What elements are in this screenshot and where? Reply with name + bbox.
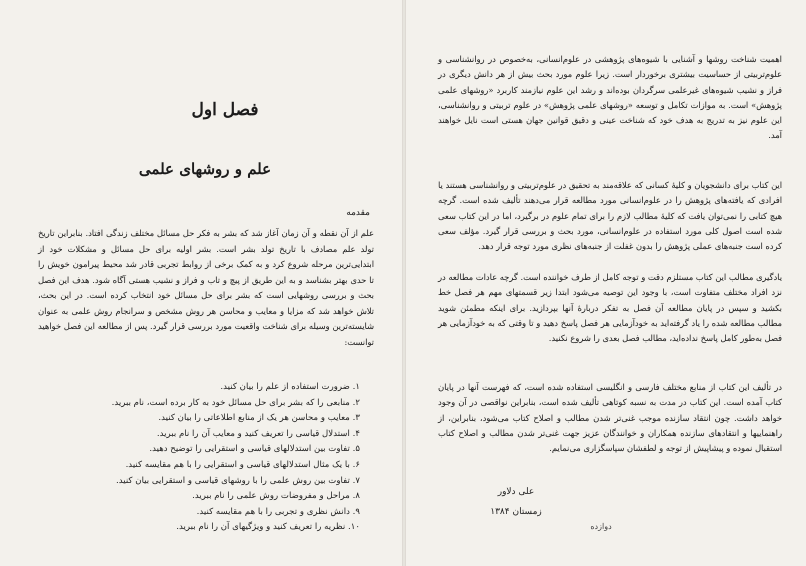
- left-page: [0, 0, 402, 566]
- objective-item: ۵. تفاوت بین استدلالهای قیاسی و استقرایی را توضیح دهید.: [149, 444, 360, 455]
- chapter-title: فصل اول: [191, 100, 259, 120]
- objective-item: ۳. معایب و محاسن هر یک از منابع اطلاعاتی را بیان کنید.: [158, 413, 360, 424]
- preface-paragraph: در تألیف این کتاب از منابع مختلف فارسی و انگلیسی استفاده شده است، که فهرست آنها در پایان کتاب آمده است. این کتاب در مدت به نسبه کوتاهی تألیف شده است، بنابراین نواقصی در آن وجود خواهد داشت. چون انتقاد سازنده موجب غنی‌تر شدن مطالب و اصلاح کتاب می‌شود، بنابراین، از راهنماییها و انتقادهای سازنده همکاران و خوانندگان عزیز جهت غنی‌تر شدن مطالب و اصلاح کتاب استقبال نموده و پیشاپیش از توجه و لطفشان سپاسگزاری می‌نمایم.: [438, 382, 782, 454]
- right-page: [406, 0, 806, 566]
- preface-paragraph: این کتاب برای دانشجویان و کلیهٔ کسانی که علاقه‌مند به تحقیق در علوم‌تربیتی و روانشناسی هستند یا افرادی که یافته‌های پژوهش را در علوم‌انسانی مورد مطالعه قرار می‌دهند تألیف شده است. گرچه هیچ کتابی را نمی‌توان یافت که کلیهٔ مطالب لازم را برای تمام علوم در برگیرد، اما در این کتاب سعی شده است اصول کلی مورد استفاده در علوم‌انسانی، مورد بحث و بررسی قرار گیرد. مؤلف سعی کرده است جنبه‌های عملی پژوهش را بدون غفلت از جنبه‌های نظری مورد توجه قرار دهد.: [438, 180, 782, 252]
- objective-item: ۲. منابعی را که بشر برای حل مسائل خود به کار برده است، نام ببرید.: [111, 397, 360, 408]
- objective-item: ۸. مراحل و مفروضات روش علمی را نام ببرید.: [192, 491, 360, 502]
- objective-item: ۱۰. نظریه را تعریف کنید و ویژگیهای آن را نام ببرید.: [176, 522, 360, 533]
- objective-item: ۶. با یک مثال استدلالهای قیاسی و استقرایی را با هم مقایسه کنید.: [125, 459, 360, 470]
- objective-item: ۱. ضرورت استفاده از علم را بیان کنید.: [220, 382, 360, 392]
- page-number: دوازده: [590, 522, 612, 531]
- preface-paragraph: یادگیری مطالب این کتاب مستلزم دقت و توجه کامل از طرف خواننده است. گرچه عادات مطالعه در نزد افراد مختلف متفاوت است، با وجود این توصیه می‌شود ابتدا زیر قسمتهای مهم هر فصل خط بکشید و سپس در پایان مطالعه آن فصل به تفکر دربارهٔ آنها بپردازید. برای اینکه مطمئن شوید مطالب مطالعه شده را یاد گرفته‌اید به خودآزمایی هر فصل پاسخ دهید و تا وقتی که به خودآزمایی هر فصل به‌طور کامل پاسخ نداده‌اید، مطالب فصل بعدی را شروع نکنید.: [438, 272, 782, 344]
- objectives-list: [60, 380, 360, 536]
- chapter-subtitle: علم و روشهای علمی: [138, 160, 272, 178]
- section-heading: مقدمه: [346, 208, 370, 218]
- objective-item: ۷. تفاوت بین روش علمی را با روشهای قیاسی و استقرایی بیان کنید.: [116, 475, 360, 486]
- objective-item: ۴. استدلال قیاسی را تعریف کنید و معایب آن را نام ببرید.: [156, 428, 360, 439]
- signature-date: زمستان ۱۳۸۴: [490, 507, 542, 517]
- author-name: علی دلاور: [497, 487, 535, 497]
- preface-paragraph: اهمیت شناخت روشها و آشنایی با شیوه‌های پژوهشی در علوم‌انسانی، به‌خصوص در روانشناسی و علوم‌تربیتی از حساسیت بیشتری برخوردار است. زیرا علوم مورد بحث بیش از هر دانش دیگری در فراز و نشیب شیوه‌های غیرعلمی سرگردان بوده‌اند و رشد این علوم نیازمند کاربرد «روشهای علمی پژوهش» است. به موازات تکامل و توسعه «روشهای علمی پژوهش» در علوم تربیتی و روانشناسی، این علوم نیز به تدریج به هدف خود که شناخت عینی و دقیق قوانین جهان هستی است نایل خواهند آمد.: [438, 54, 782, 141]
- intro-paragraph: علم از آن نقطه و آن زمان آغاز شد که بشر به فکر حل مسائل مختلف زندگی افتاد. بنابراین تاریخ تولد علم مصادف با تاریخ تولد بشر است. بشر اولیه برای حل مسائل و مشکلات خود از ابتدایی‌ترین مرحله شروع کرد و به کمک برخی از روابط تجربی قادر شد محیط پیرامون خویش را تا حدی بهتر بشناسد و به این طریق از پیچ و تاب و فراز و نشیب هستی آگاه شود. هدف این فصل بحث و بررسی روشهایی است که بشر برای حل مسائل خود انتخاب کرده است. در این بحث، تلاش خواهد شد که مزایا و معایب و محاسن هر روش مشخص و سرانجام روش علمی به عنوان شایسته‌ترین وسیله برای شناخت واقعیت مورد بررسی قرار گیرد. پس از مطالعه این فصل خواهید توانست:: [38, 228, 374, 347]
- objective-item: ۹. دانش نظری و تجربی را با هم مقایسه کنید.: [196, 506, 360, 517]
- author-signature: [451, 482, 581, 522]
